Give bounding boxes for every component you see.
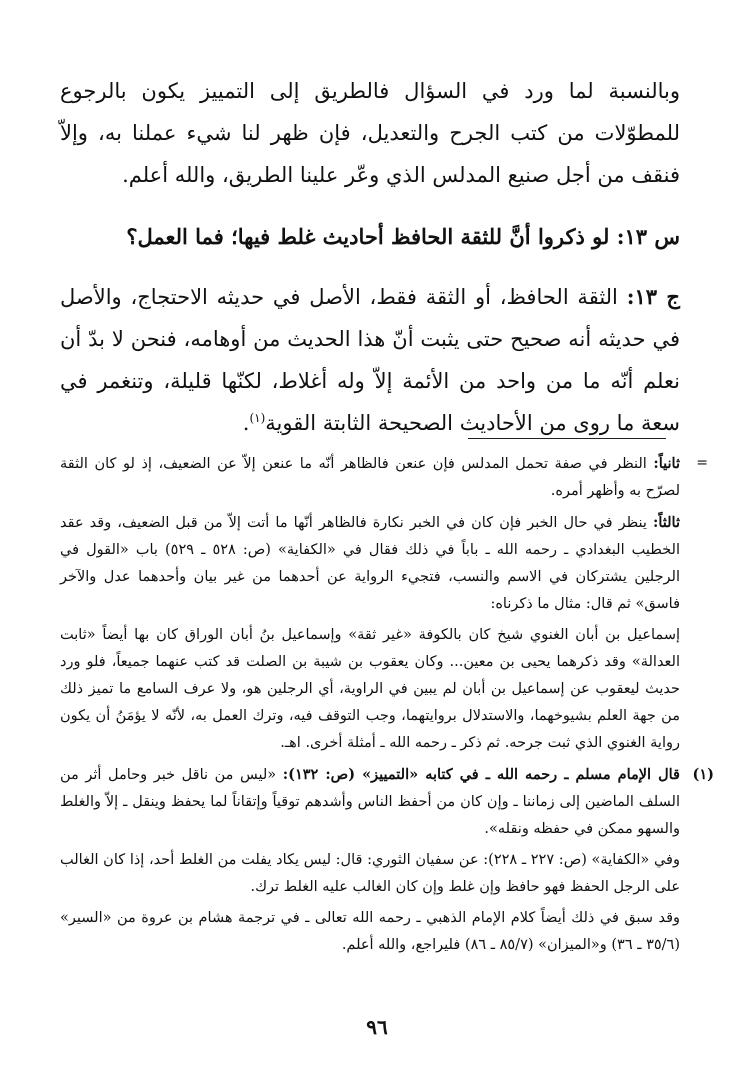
footnote-number: (١) <box>692 766 714 783</box>
note-second <box>60 450 708 505</box>
note-example: إسماعيل بن أبان الغنوي شيخ كان بالكوفة «غير ثقة» وإسماعيل بنُ أبان الوراق كان بها أيضاً «ثابت العدالة» وقد ذكرهما يحيى بن معين... وكان يعقوب بن شيبة بن الصلت قد كتب عنهما جميعاً، فلو ورد حديث ليعقوب عن إسماعيل بن أبان لم يبين في الراوية، أي الرجلين هو، ولا عرف السامع ما تميز ذلك من جهة العلم بشيوخهما، والاستدلال بروايتهما، وجب التوقف فيه، وترك العمل به، لأنّه لا يؤمَنُ أن يكون رواية الغنوي الذي ثبت جرحه. ثم ذكر ـ رحمه الله ـ أمثلة أخرى. اهـ. <box>60 627 680 751</box>
footnote-1 <box>60 761 714 843</box>
page-number: ٩٦ <box>366 1015 388 1039</box>
note-third-label: ثالثاً: <box>652 514 680 531</box>
answer-text: الثقة الحافظ، أو الثقة فقط، الأصل في حديثه الاحتجاج، والأصل في حديثه أنه صحيح حتى يثبت أنّ هذا الحديث من أوهامه، فنحن لا بدّ أن نعلم أنّه ما من واحد من الأئمة إلاّ وله أغلاط، لكنّها قليلة، وتنغمر في سعة ما روى من الأحاديث الصحيحة الثابتة القوية <box>60 285 680 435</box>
footnote-1-label: قال الإمام مسلم ـ رحمه الله ـ في كتابه «التمييز» (ص: ١٣٢): <box>282 766 680 783</box>
answer-end: . <box>242 411 250 435</box>
footnote-ref[interactable]: (١) <box>249 411 266 425</box>
footnote-1-text: «ليس من ناقل خبر وحامل أثر من السلف الماضين إلى زماننا ـ وإن كان من أحفظ الناس وأشدهم توقياً وإتقاناً لما يحفظ وينقل ـ إلاّ والغلط والسهو ممكن في حفظه ونقله». <box>60 767 680 837</box>
footnote-kifaya: وفي «الكفاية» (ص: ٢٢٧ ـ ٢٢٨): عن سفيان الثوري: قال: ليس يكاد يفلت من الغلط أحد، إذا كان الغالب على الرجل الحفظ فهو حافظ وإن غلط وإن كان الغالب عليه الغلط ترك. <box>60 852 680 895</box>
footnote-separator <box>468 438 666 439</box>
note-second-label: ثانياً: <box>653 455 680 472</box>
continuation-mark: = <box>696 455 708 471</box>
answer-paragraph <box>60 276 680 444</box>
question-heading: س ١٣: لو ذكروا أنَّ للثقة الحافظ أحاديث غلط فيها؛ فما العمل؟ <box>126 224 680 249</box>
note-third <box>60 509 680 618</box>
footnote-dhahabi: وقد سبق في ذلك أيضاً كلام الإمام الذهبي ـ رحمه الله تعالى ـ في ترجمة هشام بن عروة من «السير» (٣٥/٦ ـ ٣٦) و«الميزان» (٨٥/٧ ـ ٨٦) فليراجع، والله أعلم. <box>60 910 680 953</box>
paragraph-intro: وبالنسبة لما ورد في السؤال فالطريق إلى التمييز يكون بالرجوع للمطوّلات من كتب الجرح والتعديل، فإن ظهر لنا شيء عملنا به، وإلاّ فنقف من أجل صنيع المدلس الذي وعّر علينا الطريق، والله أعلم. <box>60 79 680 187</box>
note-second-text: النظر في صفة تحمل المدلس فإن عنعن فالظاهر أنّه ما عنعن إلاّ عن الضعيف، إذ لو كان الثقة لصرّح به وأظهر أمره. <box>60 456 680 499</box>
answer-label: ج ١٣: <box>626 284 680 309</box>
footnotes <box>60 450 714 963</box>
main-text <box>60 70 680 444</box>
note-third-text: ينظر في حال الخبر فإن كان في الخبر نكارة فالظاهر أنّها ما أتت إلاّ من قبل الضعيف، وقد عقد الخطيب البغدادي ـ رحمه الله ـ باباً في ذلك فقال في «الكفاية» (ص: ٥٢٨ ـ ٥٢٩) باب «القول في الرجلين يشتركان في الاسم والنسب، فتجيء الرواية عن أحدهما من غير بيان وأحدهما عدل والآخر فاسق» ثم قال: مثال ما ذكرناه: <box>60 515 680 612</box>
